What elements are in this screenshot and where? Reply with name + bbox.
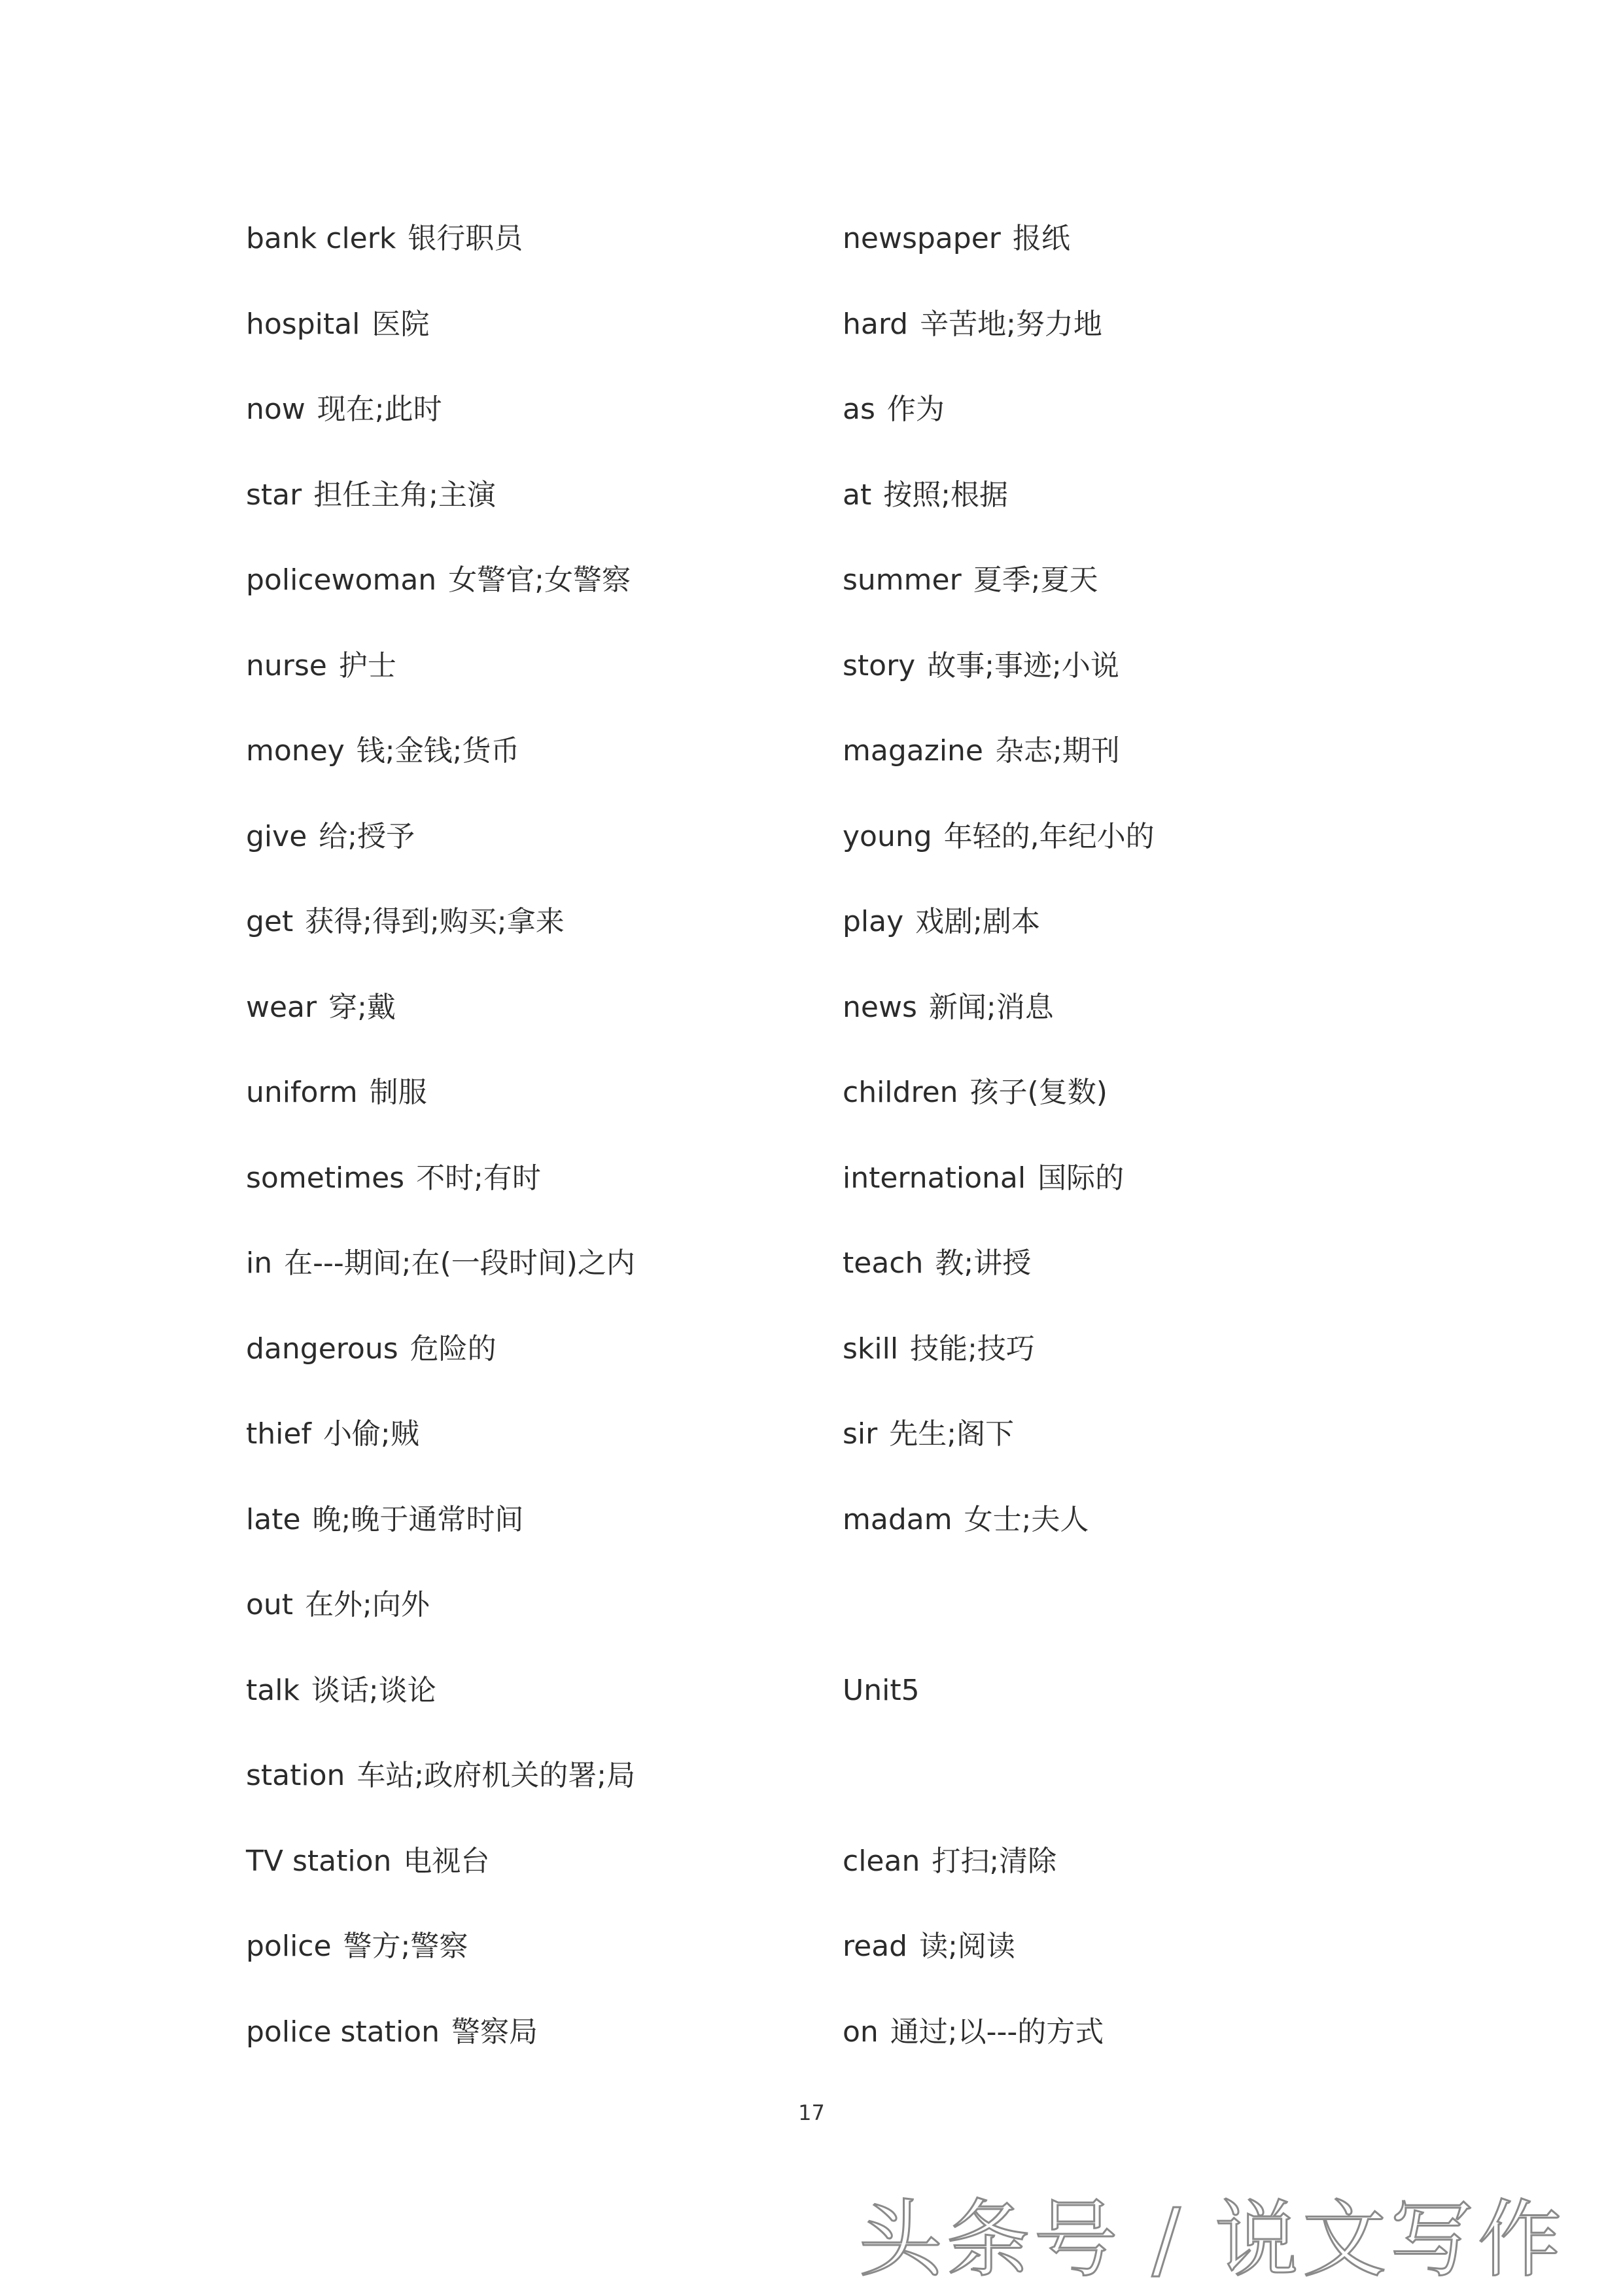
vocab-meaning: 故事;事迹;小说 (927, 648, 1119, 682)
vocab-word: out (246, 1588, 294, 1621)
vocab-word: read (843, 1930, 908, 1963)
vocab-word: at (843, 478, 872, 512)
vocab-entry (843, 1392, 1497, 1477)
vocab-entry (246, 282, 822, 368)
vocab-meaning: 获得;得到;购买;拿来 (305, 905, 565, 938)
vocab-entry (246, 1648, 822, 1734)
vocab-word: sir (843, 1417, 878, 1451)
vocab-entry (843, 624, 1497, 709)
vocab-word: children (843, 1076, 958, 1109)
vocab-meaning: 按照;根据 (883, 478, 1009, 512)
vocab-word: hard (843, 307, 909, 341)
vocab-word: hospital (246, 307, 360, 341)
vocab-word: newspaper (843, 222, 1001, 255)
vocab-meaning: 现在;此时 (317, 393, 442, 426)
vocab-word: bank clerk (246, 222, 396, 255)
vocab-entry (246, 1050, 822, 1136)
vocab-meaning: 读;阅读 (919, 1930, 1015, 1963)
vocab-meaning: 不时;有时 (416, 1161, 541, 1195)
vocab-meaning: 通过;以---的方式 (890, 2015, 1104, 2049)
vocab-word: Unit5 (843, 1673, 920, 1707)
vocab-meaning: 危险的 (410, 1332, 497, 1366)
vocab-entry (843, 1477, 1497, 1563)
vocab-entry (843, 1307, 1497, 1392)
vocab-entry (246, 1307, 822, 1392)
vocab-entry (843, 1050, 1497, 1136)
vocab-entry (246, 367, 822, 453)
vocab-meaning: 杂志;期刊 (995, 734, 1120, 768)
vocab-meaning: 教;讲授 (935, 1246, 1032, 1280)
vocab-entry (246, 879, 822, 965)
vocab-entry (246, 965, 822, 1051)
vocab-entry (843, 1733, 1497, 1819)
vocab-entry (246, 453, 822, 539)
vocabulary-left-column (246, 196, 822, 2075)
vocab-meaning: 报纸 (1012, 222, 1070, 255)
vocab-meaning: 钱;金钱;货币 (356, 734, 520, 768)
vocab-entry (246, 1563, 822, 1648)
vocab-entry (843, 453, 1497, 539)
vocab-word: talk (246, 1673, 300, 1707)
vocab-entry (246, 1819, 822, 1905)
vocab-meaning: 车站;政府机关的署;局 (357, 1759, 636, 1792)
vocab-meaning: 先生;阁下 (889, 1417, 1015, 1451)
vocab-word: sometimes (246, 1161, 405, 1195)
vocab-word: skill (843, 1332, 899, 1366)
vocab-word: late (246, 1502, 301, 1536)
vocab-entry (843, 538, 1497, 624)
vocab-entry (843, 965, 1497, 1051)
vocab-entry (843, 282, 1497, 368)
vocab-word: summer (843, 563, 962, 597)
vocab-entry (843, 879, 1497, 965)
vocab-word: uniform (246, 1076, 358, 1109)
vocab-word: TV station (246, 1844, 392, 1878)
vocab-entry (843, 709, 1497, 794)
page-number: 17 (798, 2100, 825, 2125)
vocab-word: international (843, 1161, 1026, 1195)
vocab-meaning: 作为 (886, 393, 945, 426)
vocab-entry (246, 1477, 822, 1563)
vocab-entry (843, 196, 1497, 282)
vocab-word: police station (246, 2015, 440, 2049)
vocab-meaning: 警察局 (451, 2015, 538, 2049)
vocab-entry (246, 196, 822, 282)
vocab-word: money (246, 734, 345, 768)
vocab-meaning: 制服 (369, 1076, 427, 1109)
vocab-word: give (246, 819, 307, 853)
vocab-entry (246, 1733, 822, 1819)
vocab-entry (246, 1221, 822, 1307)
vocab-meaning: 小偷;贼 (323, 1417, 419, 1451)
vocab-entry (843, 794, 1497, 880)
vocab-entry (843, 1563, 1497, 1648)
vocab-word: young (843, 819, 932, 853)
vocab-meaning: 夏季;夏天 (973, 563, 1098, 597)
vocab-meaning: 穿;戴 (328, 990, 396, 1024)
vocab-word: news (843, 990, 917, 1024)
vocab-meaning: 年轻的,年纪小的 (943, 819, 1155, 853)
vocab-entry (843, 1648, 1497, 1734)
vocab-meaning: 新闻;消息 (928, 990, 1054, 1024)
vocab-entry (246, 1136, 822, 1222)
vocab-word: wear (246, 990, 317, 1024)
vocab-word: madam (843, 1502, 952, 1536)
vocab-word: now (246, 393, 305, 426)
vocab-meaning: 给;授予 (319, 819, 415, 853)
vocab-entry (246, 709, 822, 794)
vocab-entry (246, 538, 822, 624)
vocab-word: in (246, 1246, 273, 1280)
vocab-word: police (246, 1930, 332, 1963)
vocab-word: get (246, 905, 294, 938)
vocab-word: star (246, 478, 302, 512)
vocab-meaning: 孩子(复数) (969, 1076, 1108, 1109)
vocab-meaning: 戏剧;剧本 (915, 905, 1040, 938)
vocab-word: magazine (843, 734, 983, 768)
vocab-entry (843, 1990, 1497, 2075)
vocab-entry (246, 794, 822, 880)
vocab-entry (843, 1136, 1497, 1222)
vocab-word: station (246, 1759, 345, 1792)
vocab-word: story (843, 648, 916, 682)
vocab-word: play (843, 905, 904, 938)
vocab-word: policewoman (246, 563, 437, 597)
vocab-word: teach (843, 1246, 924, 1280)
vocab-entry (246, 1392, 822, 1477)
vocab-word: thief (246, 1417, 311, 1451)
vocab-word: as (843, 393, 875, 426)
vocab-meaning: 护士 (338, 648, 396, 682)
vocab-meaning: 晚;晚于通常时间 (312, 1502, 524, 1536)
vocab-word: nurse (246, 648, 327, 682)
vocab-meaning: 谈话;谈论 (311, 1673, 436, 1707)
vocab-meaning: 女士;夫人 (964, 1502, 1089, 1536)
vocab-meaning: 国际的 (1038, 1161, 1125, 1195)
vocab-meaning: 银行职员 (408, 222, 523, 255)
vocab-meaning: 技能;技巧 (910, 1332, 1035, 1366)
vocab-meaning: 电视台 (403, 1844, 490, 1878)
vocab-meaning: 医院 (372, 307, 430, 341)
vocab-entry (246, 1990, 822, 2075)
vocab-entry (843, 1819, 1497, 1905)
vocabulary-right-column (843, 196, 1497, 2075)
vocab-entry (843, 1221, 1497, 1307)
vocab-entry (843, 1904, 1497, 1990)
vocab-meaning: 打扫;清除 (932, 1844, 1057, 1878)
watermark: 头条号 / 说文写作 (858, 2191, 1565, 2289)
vocab-meaning: 在---期间;在(一段时间)之内 (284, 1246, 635, 1280)
vocab-word: dangerous (246, 1332, 398, 1366)
vocab-meaning: 辛苦地;努力地 (920, 307, 1102, 341)
vocab-meaning: 警方;警察 (343, 1930, 468, 1963)
vocab-meaning: 担任主角;主演 (313, 478, 497, 512)
vocab-meaning: 在外;向外 (305, 1588, 430, 1621)
vocab-entry (246, 1904, 822, 1990)
vocab-word: on (843, 2015, 879, 2049)
vocab-meaning: 女警官;女警察 (448, 563, 631, 597)
vocab-word: clean (843, 1844, 920, 1878)
vocab-entry (843, 367, 1497, 453)
vocab-entry (246, 624, 822, 709)
